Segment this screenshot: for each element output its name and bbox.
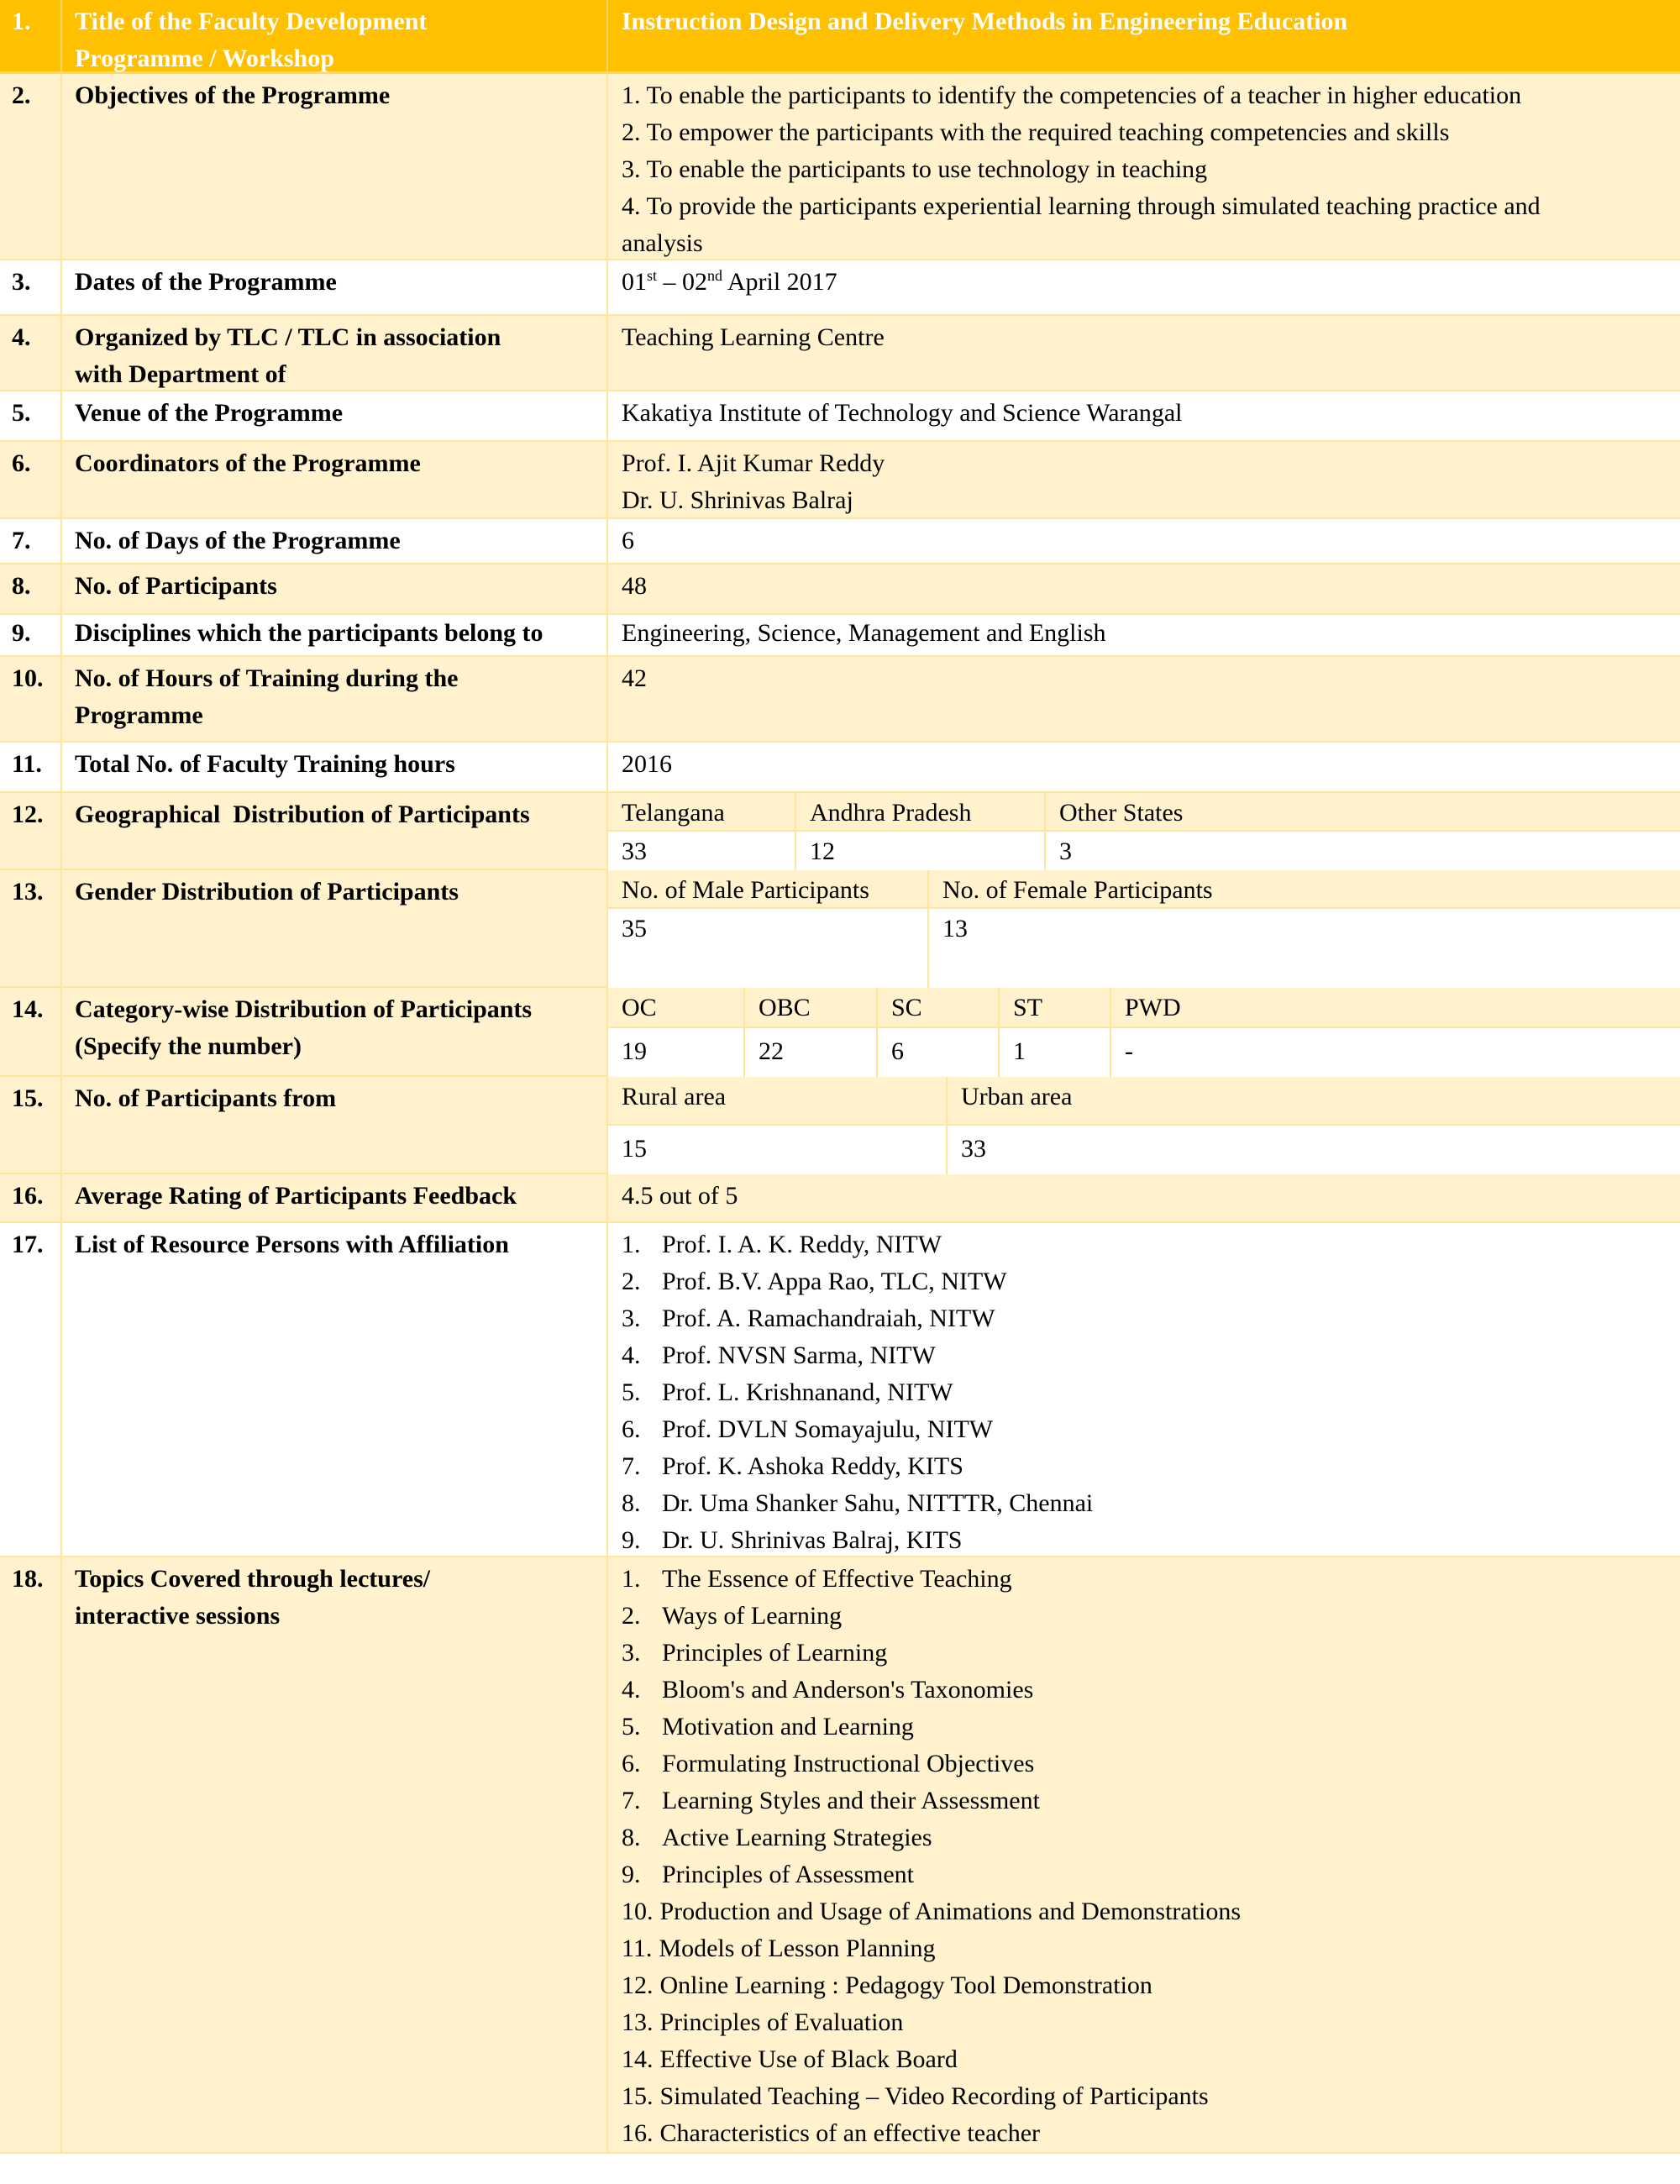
row-geographical-distribution bbox=[0, 793, 1680, 870]
rating-value: 4.5 out of 5 bbox=[622, 1182, 738, 1210]
topic-item: 15. Simulated Teaching – Video Recording of Participants bbox=[622, 2082, 1209, 2110]
row-total-hours bbox=[0, 743, 1680, 793]
row-label: Venue of the Programme bbox=[62, 391, 608, 440]
row-number: 10. bbox=[0, 657, 62, 741]
row-label-line: Organized by TLC / TLC in association bbox=[75, 323, 501, 351]
objective-item: 3. To enable the participants to use technology in teaching bbox=[622, 155, 1208, 183]
row-label: List of Resource Persons with Affiliation bbox=[62, 1223, 608, 1556]
row-gender-distribution bbox=[0, 870, 1680, 988]
resource-person: 9. Dr. U. Shrinivas Balraj, KITS bbox=[622, 1526, 963, 1554]
organizer-value: Teaching Learning Centre bbox=[622, 323, 885, 351]
row-category-distribution bbox=[0, 988, 1680, 1077]
row-label: Dates of the Programme bbox=[62, 260, 608, 314]
topic-item: 9. Principles of Assessment bbox=[622, 1861, 914, 1888]
category-value-oc: 19 bbox=[608, 1028, 745, 1077]
geo-value-other-states: 3 bbox=[1046, 832, 1680, 870]
resource-person: 4. Prof. NVSN Sarma, NITW bbox=[622, 1341, 936, 1369]
row-label: Average Rating of Participants Feedback bbox=[62, 1174, 608, 1221]
row-number: 8. bbox=[0, 564, 62, 613]
resource-person: 2. Prof. B.V. Appa Rao, TLC, NITW bbox=[622, 1268, 1007, 1295]
gender-value-female: 13 bbox=[929, 909, 1680, 988]
coordinators-list bbox=[608, 442, 1680, 517]
row-label bbox=[62, 657, 608, 741]
row-disciplines bbox=[0, 615, 1680, 657]
participants-value: 48 bbox=[622, 572, 647, 600]
row-coordinators bbox=[0, 442, 1680, 519]
objective-item: analysis bbox=[622, 229, 703, 257]
row-number: 18. bbox=[0, 1557, 62, 2152]
row-number: 1. bbox=[0, 0, 62, 71]
topic-item: 2. Ways of Learning bbox=[622, 1602, 843, 1630]
row-label: No. of Participants from bbox=[62, 1077, 608, 1173]
row-label: No. of Days of the Programme bbox=[62, 519, 608, 563]
row-dates bbox=[0, 260, 1680, 316]
row-objectives bbox=[0, 74, 1680, 260]
date-separator: – 02 bbox=[657, 268, 708, 296]
row-label bbox=[62, 1557, 608, 2152]
resource-person: 1. Prof. I. A. K. Reddy, NITW bbox=[622, 1231, 942, 1258]
topic-item: 12. Online Learning : Pedagogy Tool Demonstration bbox=[622, 1971, 1152, 1999]
coordinator-name: Dr. U. Shrinivas Balraj bbox=[622, 486, 853, 514]
date-rest: April 2017 bbox=[722, 268, 837, 296]
gender-value-male: 35 bbox=[608, 909, 929, 988]
resource-person: 6. Prof. DVLN Somayajulu, NITW bbox=[622, 1415, 994, 1443]
date-start-suffix: st bbox=[647, 267, 658, 284]
row-label-line: Category-wise Distribution of Participants bbox=[75, 995, 533, 1023]
topic-item: 5. Motivation and Learning bbox=[622, 1713, 914, 1740]
resource-person: 3. Prof. A. Ramachandraiah, NITW bbox=[622, 1305, 995, 1332]
topic-item: 11. Models of Lesson Planning bbox=[622, 1935, 936, 1962]
hours-value: 42 bbox=[622, 664, 647, 692]
objective-item: 1. To enable the participants to identify the competencies of a teacher in higher education bbox=[622, 81, 1522, 109]
row-label-line: No. of Hours of Training during the bbox=[75, 664, 459, 692]
row-number: 9. bbox=[0, 615, 62, 655]
geo-value-telangana: 33 bbox=[608, 832, 796, 870]
resource-person: 5. Prof. L. Krishnanand, NITW bbox=[622, 1378, 953, 1406]
row-venue bbox=[0, 391, 1680, 442]
topic-item: 8. Active Learning Strategies bbox=[622, 1824, 932, 1851]
date-start: 01 bbox=[622, 268, 647, 296]
category-header-st: ST bbox=[1000, 988, 1111, 1028]
row-organized-by bbox=[0, 316, 1680, 391]
objectives-list bbox=[608, 74, 1680, 259]
row-label: Disciplines which the participants belong to bbox=[62, 615, 608, 655]
topic-item: 3. Principles of Learning bbox=[622, 1639, 888, 1667]
row-area-distribution bbox=[0, 1077, 1680, 1174]
category-header-sc: SC bbox=[878, 988, 1000, 1028]
topic-item: 14. Effective Use of Black Board bbox=[622, 2045, 958, 2073]
row-number: 12. bbox=[0, 793, 62, 869]
row-programme-title bbox=[0, 0, 1680, 74]
row-number: 3. bbox=[0, 260, 62, 314]
row-label: No. of Participants bbox=[62, 564, 608, 613]
date-end-suffix: nd bbox=[707, 267, 723, 284]
row-number: 14. bbox=[0, 988, 62, 1075]
row-label-line: Topics Covered through lectures/ bbox=[75, 1565, 431, 1593]
topic-item: 6. Formulating Instructional Objectives bbox=[622, 1750, 1035, 1777]
topic-item: 7. Learning Styles and their Assessment bbox=[622, 1787, 1040, 1814]
geo-value-andhra-pradesh: 12 bbox=[796, 832, 1046, 870]
area-header-rural: Rural area bbox=[608, 1077, 948, 1126]
category-header-pwd: PWD bbox=[1111, 988, 1680, 1028]
row-number: 17. bbox=[0, 1223, 62, 1556]
days-value: 6 bbox=[622, 527, 634, 554]
category-value-st: 1 bbox=[1000, 1028, 1111, 1077]
row-label bbox=[62, 316, 608, 390]
category-header-oc: OC bbox=[608, 988, 745, 1028]
topic-item: 13. Principles of Evaluation bbox=[622, 2008, 904, 2036]
row-number: 5. bbox=[0, 391, 62, 440]
disciplines-value: Engineering, Science, Management and English bbox=[622, 619, 1106, 647]
geo-header-other-states: Other States bbox=[1046, 793, 1680, 832]
row-days bbox=[0, 519, 1680, 564]
row-number: 7. bbox=[0, 519, 62, 563]
row-label: Gender Distribution of Participants bbox=[62, 870, 608, 986]
area-value-urban: 33 bbox=[948, 1126, 1680, 1174]
row-hours bbox=[0, 657, 1680, 743]
row-number: 16. bbox=[0, 1174, 62, 1221]
objective-item: 2. To empower the participants with the required teaching competencies and skills bbox=[622, 118, 1450, 146]
row-label: Geographical Distribution of Participants bbox=[62, 793, 608, 869]
resource-persons-list bbox=[608, 1223, 1680, 1556]
area-header-urban: Urban area bbox=[948, 1077, 1680, 1126]
dates-value bbox=[608, 260, 1680, 314]
row-number: 6. bbox=[0, 442, 62, 517]
resource-person: 7. Prof. K. Ashoka Reddy, KITS bbox=[622, 1452, 963, 1480]
row-number: 11. bbox=[0, 743, 62, 791]
topic-item: 16. Characteristics of an effective teacher bbox=[622, 2119, 1041, 2147]
gender-header-male: No. of Male Participants bbox=[608, 870, 929, 909]
row-number: 15. bbox=[0, 1077, 62, 1173]
row-label: Coordinators of the Programme bbox=[62, 442, 608, 517]
total-hours-value: 2016 bbox=[622, 750, 672, 778]
topic-item: 1. The Essence of Effective Teaching bbox=[622, 1565, 1012, 1593]
row-feedback-rating bbox=[0, 1174, 1680, 1223]
category-value-obc: 22 bbox=[745, 1028, 878, 1077]
row-label-line: interactive sessions bbox=[75, 1602, 281, 1630]
topics-list bbox=[608, 1557, 1680, 2152]
row-label bbox=[62, 988, 608, 1075]
geo-header-andhra-pradesh: Andhra Pradesh bbox=[796, 793, 1046, 832]
gender-header-female: No. of Female Participants bbox=[929, 870, 1680, 909]
row-label: Total No. of Faculty Training hours bbox=[62, 743, 608, 791]
category-value-sc: 6 bbox=[878, 1028, 1000, 1077]
row-participants bbox=[0, 564, 1680, 615]
geo-header-telangana: Telangana bbox=[608, 793, 796, 832]
programme-title-value: Instruction Design and Delivery Methods in Engineering Education bbox=[622, 8, 1348, 35]
topic-item: 10. Production and Usage of Animations and Demonstrations bbox=[622, 1898, 1242, 1925]
row-label: Title of the Faculty Development Programme / Workshop bbox=[62, 0, 608, 71]
area-value-rural: 15 bbox=[608, 1126, 948, 1174]
row-topics-covered bbox=[0, 1557, 1680, 2154]
row-label-line: Programme bbox=[75, 701, 203, 729]
row-label-line: with Department of bbox=[75, 360, 286, 388]
resource-person: 8. Dr. Uma Shanker Sahu, NITTTR, Chennai bbox=[622, 1489, 1094, 1517]
row-number: 13. bbox=[0, 870, 62, 986]
topic-item: 4. Bloom's and Anderson's Taxonomies bbox=[622, 1676, 1034, 1704]
row-label: Objectives of the Programme bbox=[62, 74, 608, 259]
venue-value: Kakatiya Institute of Technology and Science Warangal bbox=[622, 399, 1183, 427]
row-number: 2. bbox=[0, 74, 62, 259]
coordinator-name: Prof. I. Ajit Kumar Reddy bbox=[622, 449, 885, 477]
objective-item: 4. To provide the participants experiential learning through simulated teaching practice and bbox=[622, 192, 1541, 220]
row-label-line: (Specify the number) bbox=[75, 1032, 302, 1060]
row-resource-persons bbox=[0, 1223, 1680, 1557]
row-number: 4. bbox=[0, 316, 62, 390]
category-header-obc: OBC bbox=[745, 988, 878, 1028]
category-value-pwd: - bbox=[1111, 1028, 1680, 1077]
